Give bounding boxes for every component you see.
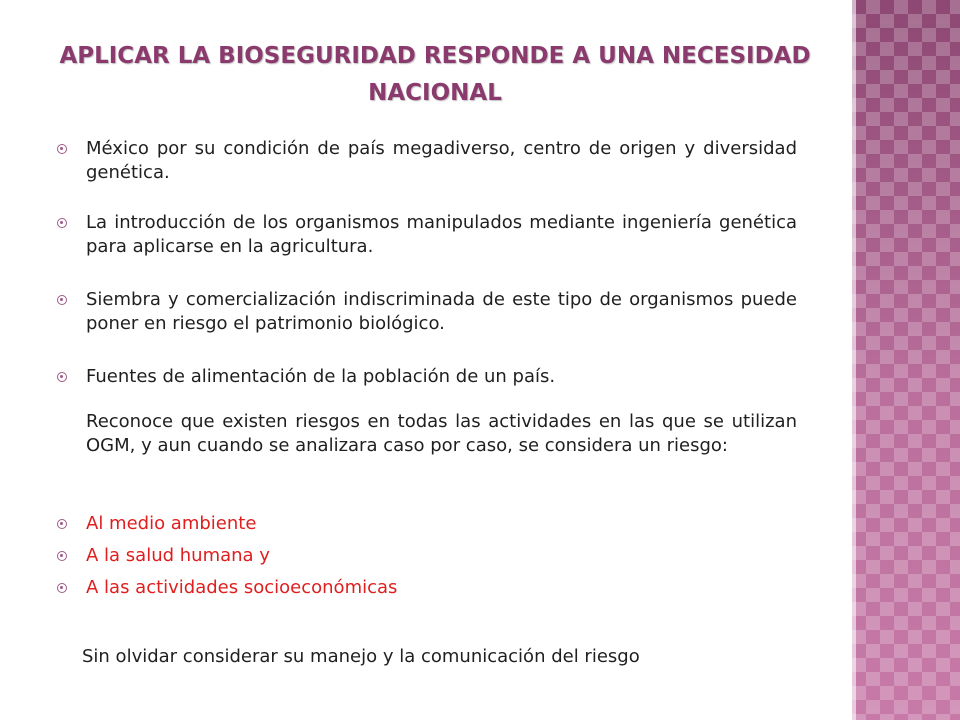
bullet-item <box>57 211 797 259</box>
closing-note: Sin olvidar considerar su manejo y la comunicación del riesgo <box>82 646 640 667</box>
slide-title: APLICAR LA BIOSEGURIDAD RESPONDE A UNA NECESIDAD NACIONAL <box>59 43 811 106</box>
risk-paragraph <box>57 410 797 458</box>
bullet-text: Siembra y comercialización indiscriminada de este tipo de organismos puede poner en riesgo el patrimonio biológico. <box>86 289 797 334</box>
circled-dot-bullet-icon <box>57 583 67 593</box>
side-panel-edge <box>852 0 856 720</box>
risk-item <box>57 544 797 568</box>
bullet-text: La introducción de los organismos manipulados mediante ingeniería genética para aplicarse en la agricultura. <box>86 212 797 257</box>
bullet-text: México por su condición de país megadiverso, centro de origen y diversidad genética. <box>86 138 797 183</box>
bullet-text: Fuentes de alimentación de la población de un país. <box>86 366 556 387</box>
risk-item <box>57 576 797 600</box>
circled-dot-bullet-icon <box>57 551 67 561</box>
risk-text: Al medio ambiente <box>86 513 257 534</box>
paragraph-text: Reconoce que existen riesgos en todas las actividades en las que se utilizan OGM, y aun cuando se analizara caso por caso, se considera un riesgo: <box>86 411 797 456</box>
circled-dot-bullet-icon <box>57 519 67 529</box>
circled-dot-bullet-icon <box>57 295 67 305</box>
circled-dot-bullet-icon <box>57 218 67 228</box>
risk-text: A la salud humana y <box>86 545 270 566</box>
bullet-item <box>57 137 797 185</box>
circled-dot-bullet-icon <box>57 372 67 382</box>
decorative-side-panel <box>852 0 960 720</box>
risk-item <box>57 512 797 536</box>
bullet-item <box>57 288 797 336</box>
bullet-item <box>57 365 797 389</box>
circled-dot-bullet-icon <box>57 144 67 154</box>
risk-text: A las actividades socioeconómicas <box>86 577 398 598</box>
